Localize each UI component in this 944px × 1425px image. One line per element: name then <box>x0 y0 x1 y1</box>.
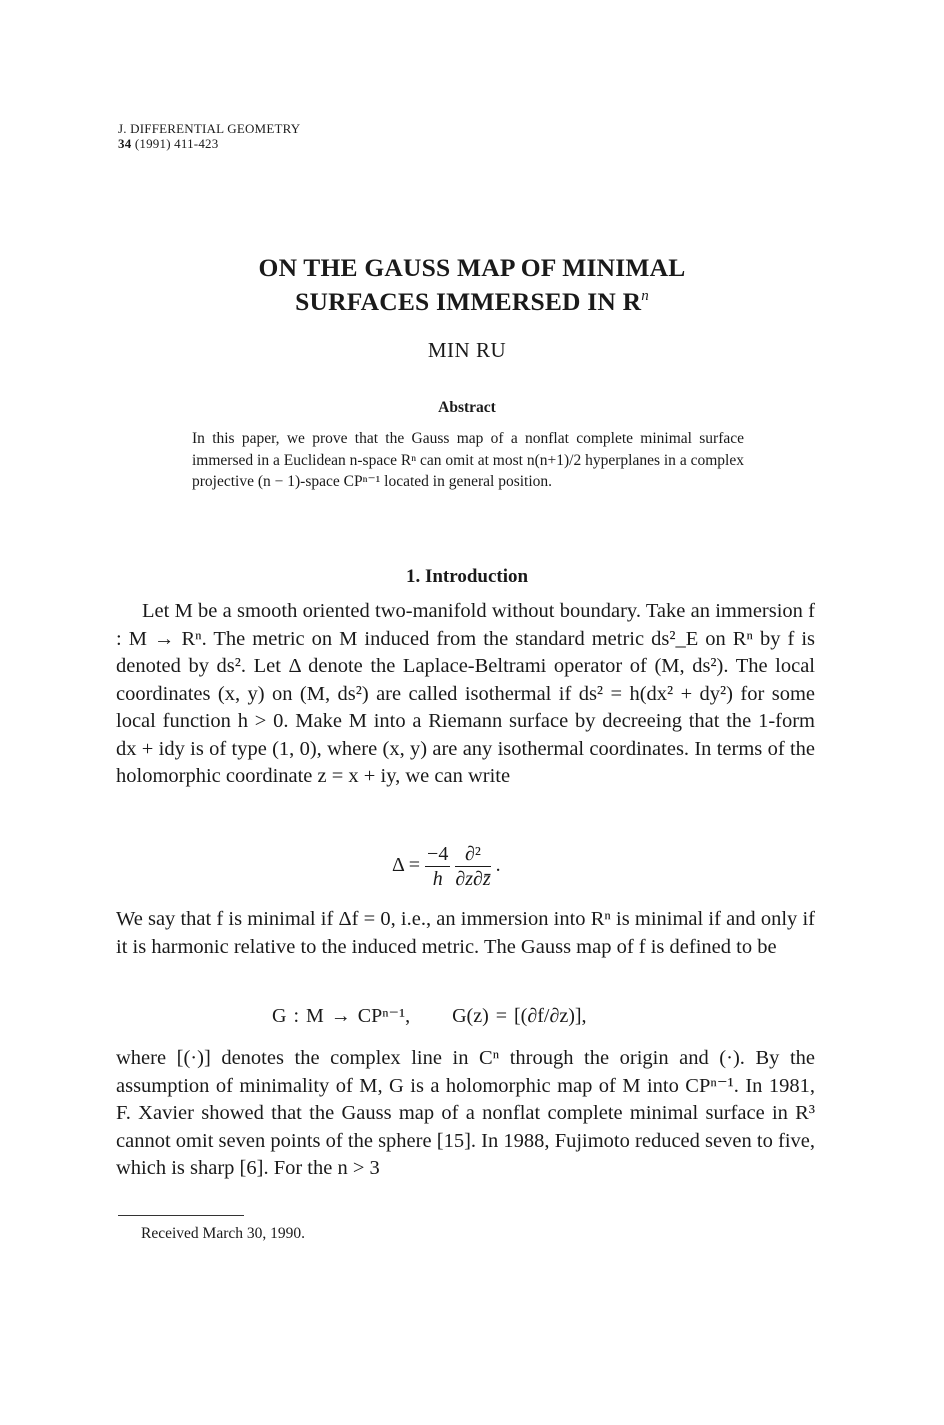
fraction-2: $\frac{\text{∂²}}{\partial z\partial z̄}$ <box>455 843 491 890</box>
gauss-map-equation: G : M → CPⁿ⁻¹, G(z) = [(∂f/∂z)], <box>272 1005 587 1027</box>
fraction-1: $\frac{-4}{h}$ <box>427 843 449 890</box>
footnote: Received March 30, 1990. <box>141 1225 305 1242</box>
paper-title <box>0 253 944 316</box>
section-heading <box>0 566 934 588</box>
title-exponent: n <box>641 288 649 304</box>
abstract-heading: Abstract <box>438 399 496 416</box>
journal-year-pages: (1991) 411-423 <box>134 136 219 151</box>
section-title: Introduction <box>424 566 529 587</box>
journal-name: J. DIFFERENTIAL GEOMETRY <box>118 121 301 136</box>
journal-volume: 34 <box>118 136 132 151</box>
paragraph-3: where [(·)] denotes the complex line in Cⁿ through the origin and (·). By the assumption of minimality of M, G is a holomorphic map of M into CPⁿ⁻¹. In 1981, F. Xavier showed that the Gauss map of a nonflat complete minimal surface in R³ cannot omit seven points of the sphere [15]. In 1988, Fujimoto reduced seven to five, which is sharp [6]. For the n > 3 <box>116 1047 815 1179</box>
title-line-1: ON THE GAUSS MAP OF MINIMAL <box>258 253 686 282</box>
paragraph-1: Let M be a smooth oriented two-manifold without boundary. Take an immersion f : M → Rⁿ. The metric on M induced from the standard metric ds²_E on Rⁿ by f is denoted by ds². Let Δ denote the Laplace-Beltrami operator of (M, ds²). The local coordinates (x, y) on (M, ds²) are called isothermal if ds² = h(dx² + dy²) for some local function h > 0. Make M into a Riemann surface by decreeing that the 1-form dx + idy is of type (1, 0), where (x, y) are any isothermal coordinates. In terms of the holomorphic coordinate z = x + iy, we can write <box>116 600 815 787</box>
section-number: 1. <box>405 566 421 587</box>
laplacian-equation: Δ = $\frac{-4}{h}$ $\frac{\text{∂²}}{\partial z\partial z̄}$ . <box>392 843 501 890</box>
title-space-symbol: R <box>622 287 642 316</box>
author-name: MIN RU <box>427 338 507 362</box>
paragraph-2: We say that f is minimal if Δf = 0, i.e., an immersion into Rⁿ is minimal if and only if it is harmonic relative to the induced metric. The Gauss map of f is defined to be <box>116 908 815 958</box>
journal-volume-line <box>118 136 300 151</box>
journal-header <box>118 121 300 151</box>
title-line-2: SURFACES IMMERSED IN $R^n$ <box>295 287 649 316</box>
equation-lhs: Δ = <box>392 854 421 877</box>
footnote-rule <box>118 1215 244 1216</box>
abstract-text: In this paper, we prove that the Gauss map of a nonflat complete minimal surface immersed in a Euclidean n-space Rⁿ can omit at most n(n+1)/2 hyperplanes in a complex projective (n − 1)-space CPⁿ⁻¹ located in general position. <box>192 430 744 490</box>
